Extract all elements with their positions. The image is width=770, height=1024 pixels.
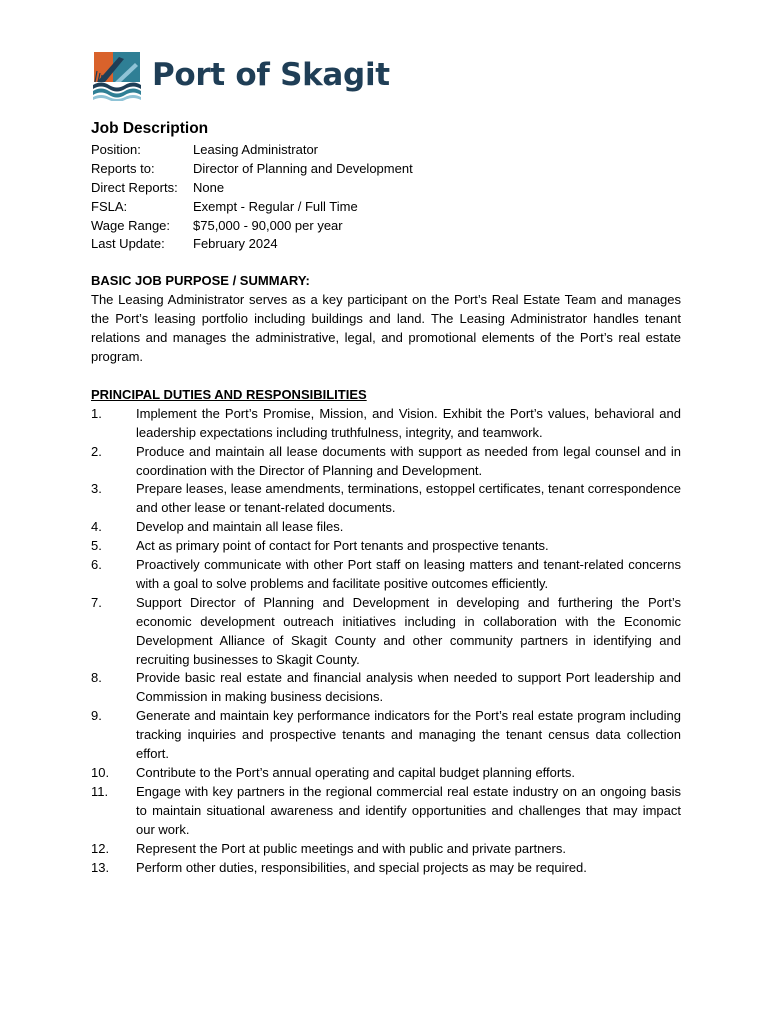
duty-text: Implement the Port’s Promise, Mission, and Vision. Exhibit the Port’s values, behavioral and leadership expectations including truthfulness, integrity, and teamwork. — [136, 405, 681, 440]
duty-item — [91, 840, 681, 859]
duty-text: Perform other duties, responsibilities, and special projects as may be required. — [136, 859, 587, 875]
duty-item — [91, 859, 681, 878]
duty-text: Represent the Port at public meetings and with public and private partners. — [136, 840, 566, 856]
duty-number: 12. — [91, 840, 110, 856]
summary-text: The Leasing Administrator serves as a key participant on the Port’s Real Estate Team and manages the Port’s leasing portfolio including buildings and land. The Leasing Administrator handles tenant relations and manages the administrative, legal, and promotional elements of the Port’s real estate program. — [91, 292, 681, 364]
meta-label: Last Update: — [91, 236, 165, 252]
meta-value: February 2024 — [193, 236, 278, 252]
duty-number: 1. — [91, 405, 102, 421]
meta-label: Reports to: — [91, 160, 155, 176]
duty-number: 3. — [91, 481, 102, 497]
duty-item — [91, 537, 681, 556]
duty-text: Develop and maintain all lease files. — [136, 519, 344, 535]
meta-label: Direct Reports: — [91, 179, 178, 195]
duty-item — [91, 443, 681, 481]
meta-label: Position: — [91, 142, 141, 157]
duty-number: 9. — [91, 708, 102, 724]
meta-label: Wage Range: — [91, 217, 171, 233]
duty-text: Proactively communicate with other Port staff on leasing matters and tenant-related concerns with a goal to solve problems and facilitate positive outcomes efficiently. — [136, 557, 681, 591]
duty-number: 10. — [91, 765, 110, 780]
duty-text: Produce and maintain all lease documents with support as needed from legal counsel and in coordination with the Director of Planning and Development. — [136, 443, 681, 478]
duty-text: Generate and maintain key performance indicators for the Port’s real estate program including tracking inquiries and prospective tenants and managing the tenant census data collection effort. — [136, 708, 681, 762]
meta-row — [91, 217, 681, 236]
document-body — [91, 118, 681, 877]
meta-row — [91, 160, 681, 179]
port-of-skagit-logo — [91, 48, 390, 102]
duty-text: Engage with key partners in the regional commercial real estate industry on an ongoing basis to maintain situational awareness and identify opportunities and challenges that may impact our work. — [136, 783, 681, 837]
duty-item — [91, 707, 681, 764]
document-title: Job Description — [91, 120, 209, 137]
duty-text: Provide basic real estate and financial analysis when needed to support Port leadership and Commission in making business decisions. — [136, 670, 681, 705]
meta-row — [91, 198, 681, 217]
summary-heading: BASIC JOB PURPOSE / SUMMARY: — [91, 273, 310, 289]
duty-item — [91, 405, 681, 443]
meta-value: Director of Planning and Development — [193, 160, 413, 176]
duty-item — [91, 783, 681, 840]
organization-name: Port of Skagit — [152, 56, 390, 93]
duty-number: 13. — [91, 859, 110, 875]
duty-item — [91, 480, 681, 518]
duty-text: Contribute to the Port’s annual operating and capital budget planning efforts. — [136, 765, 575, 780]
duty-text: Prepare leases, lease amendments, terminations, estoppel certificates, tenant correspondence and other lease or tenant-related documents. — [136, 481, 681, 516]
meta-row — [91, 141, 681, 160]
duty-number: 4. — [91, 519, 102, 535]
duties-list — [91, 405, 681, 878]
duty-item — [91, 518, 681, 537]
meta-value: None — [193, 179, 225, 195]
duty-number: 8. — [91, 670, 102, 686]
meta-value: $75,000 - 90,000 per year — [193, 217, 343, 233]
duty-text: Support Director of Planning and Development in developing and furthering the Port’s economic development outreach initiatives including in collaboration with the Economic Development Alliance of Skagit County and other community partners in identifying and recruiting businesses to Skagit County. — [136, 594, 681, 667]
duty-text: Act as primary point of contact for Port tenants and prospective tenants. — [136, 538, 549, 554]
port-logo-icon — [91, 49, 143, 101]
duty-number: 7. — [91, 594, 102, 610]
meta-row — [91, 179, 681, 198]
duty-number: 2. — [91, 443, 102, 459]
duty-item — [91, 764, 681, 783]
job-meta-table — [91, 141, 681, 254]
meta-value: Leasing Administrator — [193, 142, 319, 157]
meta-row — [91, 235, 681, 254]
duty-number: 5. — [91, 538, 102, 554]
meta-label: FSLA: — [91, 198, 128, 214]
duty-item — [91, 556, 681, 594]
duty-number: 11. — [91, 783, 109, 799]
duty-item — [91, 669, 681, 707]
duty-item — [91, 594, 681, 670]
duty-number: 6. — [91, 557, 102, 573]
meta-value: Exempt - Regular / Full Time — [193, 198, 358, 214]
duties-heading: PRINCIPAL DUTIES AND RESPONSIBILITIES — [91, 386, 367, 402]
